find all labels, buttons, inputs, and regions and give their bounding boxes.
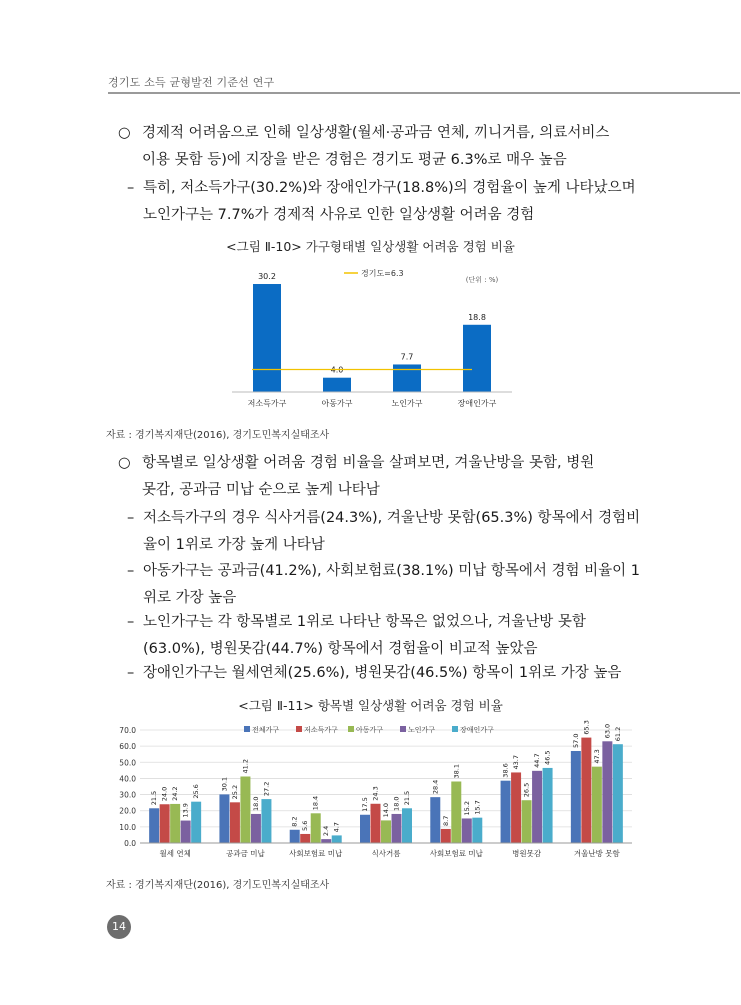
- bar-value-label: 61.2: [613, 726, 622, 742]
- bar: [451, 781, 461, 843]
- bar-value-label: 38.1: [452, 764, 461, 779]
- legend-label: 장애인가구: [460, 726, 494, 734]
- bar: [251, 814, 261, 843]
- section1-sub-line2: 노인가구는 7.7%가 경제적 사유로 인한 일상생활 어려움 경험: [143, 207, 535, 223]
- category-label: 식사거름: [371, 849, 401, 858]
- bar-value-label: 57.0: [571, 733, 580, 748]
- section1-sub-line1: 특히, 저소득가구(30.2%)와 장애인가구(18.8%)의 경험율이 높게 나타났으며: [143, 180, 636, 196]
- bar-value-label: 14.0: [382, 802, 390, 818]
- bar: [571, 751, 581, 843]
- bar: [191, 802, 201, 843]
- section2-item4-line1: 장애인가구는 월세연체(25.6%), 병원못감(46.5%) 항목이 1위로 가장 높음: [143, 665, 622, 681]
- category-label: 공과금 미납: [226, 849, 265, 858]
- section1-sub-dash: –: [127, 180, 135, 196]
- y-tick-label: 10.0: [119, 822, 136, 832]
- bar-value-label: 28.4: [431, 779, 440, 795]
- y-tick-label: 40.0: [119, 774, 136, 784]
- legend-label: 아동가구: [356, 726, 384, 734]
- bar: [332, 835, 342, 843]
- bar: [311, 813, 321, 843]
- section2-item2-line1: 아동가구는 공과금(41.2%), 사회보험료(38.1%) 미납 항목에서 경험 비율이 1: [143, 563, 641, 579]
- bar: [160, 804, 170, 843]
- bar: [253, 284, 281, 392]
- unit-label: (단위 : %): [465, 276, 499, 284]
- bar-value-label: 24.0: [160, 786, 169, 802]
- bar: [170, 804, 180, 843]
- bar: [532, 771, 542, 843]
- bar-value-label: 63.0: [603, 723, 612, 739]
- legend-label: 노인가구: [408, 726, 436, 734]
- bar-value-label: 5.6: [301, 820, 310, 831]
- section2-item1-dash: –: [127, 510, 135, 526]
- page-number-badge: 14: [107, 915, 131, 939]
- bar-value-label: 15.7: [473, 800, 482, 815]
- bar: [613, 744, 623, 843]
- bar: [463, 325, 491, 392]
- bar: [511, 772, 521, 843]
- bar: [290, 830, 300, 843]
- bar-value-label: 4.0: [330, 365, 344, 375]
- category-label: 겨울난방 못함: [573, 849, 620, 858]
- figure1-caption: <그림 Ⅱ-10> 가구형태별 일상생활 어려움 경험 비율: [226, 239, 515, 254]
- bar: [430, 797, 440, 843]
- bar-value-label: 8.2: [290, 816, 299, 827]
- bar: [522, 800, 532, 843]
- legend-swatch: [296, 726, 302, 732]
- bar-value-label: 15.2: [462, 800, 471, 816]
- figure1-source: 자료 : 경기복지재단(2016), 경기도민복지실태조사: [106, 430, 330, 441]
- figure2-source: 자료 : 경기복지재단(2016), 경기도민복지실태조사: [106, 880, 330, 891]
- y-tick-label: 60.0: [119, 742, 136, 752]
- section1-bullet: ○: [118, 125, 131, 141]
- y-tick-label: 50.0: [119, 758, 136, 768]
- bar-value-label: 25.2: [230, 784, 239, 800]
- bar: [371, 804, 381, 843]
- household-type-bar-chart: [222, 262, 522, 412]
- legend-swatch: [348, 726, 354, 732]
- bar-value-label: 18.0: [251, 796, 260, 811]
- bar: [181, 821, 191, 843]
- bar-value-label: 44.7: [533, 753, 542, 768]
- bar-value-label: 24.3: [371, 786, 380, 801]
- category-label: 사회보험료 미납: [429, 849, 483, 858]
- y-tick-label: 0.0: [124, 839, 136, 848]
- bar: [543, 768, 553, 843]
- bar-value-label: 27.2: [262, 781, 271, 797]
- bar-value-label: 18.4: [311, 795, 320, 811]
- bar: [381, 820, 391, 843]
- bar: [472, 818, 482, 843]
- bar: [360, 815, 370, 843]
- legend-swatch: [400, 726, 406, 732]
- section2-item2-line2: 위로 가장 높음: [143, 590, 237, 606]
- section2-item3-line1: 노인가구는 각 항목별로 1위로 나타난 항목은 없었으나, 겨울난방 못함: [143, 614, 586, 630]
- bar: [602, 741, 612, 843]
- bar-value-label: 41.2: [241, 759, 250, 774]
- bar-value-label: 8.7: [441, 815, 450, 826]
- category-label: 장애인가구: [457, 399, 497, 408]
- legend-label: 전체가구: [252, 726, 280, 734]
- bar-value-label: 18.0: [392, 796, 401, 811]
- bar-value-label: 26.5: [522, 782, 531, 798]
- bar-value-label: 25.6: [192, 784, 201, 799]
- section2-item3-line2: (63.0%), 병원못감(44.7%) 항목에서 경험율이 비교적 높았음: [143, 641, 538, 657]
- legend-reference-label: 경기도=6.3: [361, 269, 404, 278]
- bar-value-label: 2.4: [322, 825, 331, 837]
- bar: [321, 839, 331, 843]
- bar-value-label: 24.2: [171, 786, 180, 801]
- bar: [240, 776, 250, 843]
- figure2-caption: <그림 Ⅱ-11> 항목별 일상생활 어려움 경험 비율: [238, 698, 503, 713]
- section2-item2-dash: –: [127, 563, 135, 579]
- bar: [219, 794, 229, 843]
- bar: [441, 829, 451, 843]
- bar: [392, 814, 402, 843]
- category-label: 사회보험료 미납: [289, 849, 343, 858]
- bar-value-label: 21.5: [150, 790, 159, 806]
- bar-value-label: 43.7: [512, 754, 521, 770]
- category-label: 월세 연체: [159, 849, 191, 858]
- bar-value-label: 21.5: [403, 790, 411, 806]
- bar-value-label: 30.1: [220, 776, 229, 792]
- legend-swatch: [452, 726, 458, 732]
- bar: [501, 781, 511, 843]
- bar: [230, 802, 240, 843]
- bar: [462, 818, 472, 843]
- bar-value-label: 18.8: [468, 312, 486, 322]
- category-label: 아동가구: [321, 399, 353, 408]
- section2-paragraph: [118, 450, 594, 476]
- bar: [402, 808, 412, 843]
- bar: [300, 834, 310, 843]
- bar-value-label: 46.5: [543, 750, 552, 765]
- section1-paragraph: [118, 120, 609, 146]
- bar: [261, 799, 271, 843]
- bar: [592, 767, 602, 843]
- bar-value-label: 17.5: [361, 797, 369, 812]
- category-label: 저소득가구: [247, 399, 287, 408]
- category-label: 병원못감: [512, 849, 542, 858]
- bar-value-label: 30.2: [258, 272, 276, 282]
- section1-line1: 경제적 어려움으로 인해 일상생활(월세·공과금 연체, 끼니거름, 의료서비스: [142, 125, 610, 141]
- section2-item1-line1: 저소득가구의 경우 식사거름(24.3%), 겨울난방 못함(65.3%) 항목에서 경험비: [143, 510, 641, 526]
- section2-item4-dash: –: [127, 665, 135, 681]
- item-grouped-bar-chart: [104, 718, 636, 864]
- legend-label: 저소득가구: [304, 726, 338, 734]
- section2-bullet: ○: [118, 455, 131, 471]
- bar-value-label: 65.3: [582, 720, 591, 735]
- section2-item3-dash: –: [127, 614, 135, 630]
- bar-value-label: 4.7: [332, 822, 341, 833]
- section1-line2: 이용 못함 등)에 지장을 받은 경험은 경기도 평균 6.3%로 매우 높음: [142, 152, 567, 168]
- bar-value-label: 7.7: [400, 352, 414, 362]
- section2-line2: 못감, 공과금 미납 순으로 높게 나타남: [142, 482, 380, 498]
- category-label: 노인가구: [391, 399, 423, 408]
- running-header: 경기도 소득 균형발전 기준선 연구: [108, 76, 275, 89]
- legend-swatch: [244, 726, 250, 732]
- bar-value-label: 38.6: [501, 763, 510, 778]
- bar: [323, 378, 351, 392]
- bar-value-label: 47.3: [592, 749, 601, 764]
- bar: [393, 364, 421, 392]
- bar-value-label: 13.9: [181, 803, 190, 818]
- bar: [581, 738, 591, 843]
- header-divider: [108, 92, 740, 94]
- y-tick-label: 70.0: [119, 726, 136, 735]
- y-tick-label: 30.0: [119, 790, 136, 800]
- y-tick-label: 20.0: [119, 806, 136, 816]
- bar: [149, 808, 159, 843]
- section2-line1: 항목별로 일상생활 어려움 경험 비율을 살펴보면, 겨울난방을 못함, 병원: [142, 455, 595, 471]
- section2-item1-line2: 율이 1위로 가장 높게 나타남: [143, 537, 325, 553]
